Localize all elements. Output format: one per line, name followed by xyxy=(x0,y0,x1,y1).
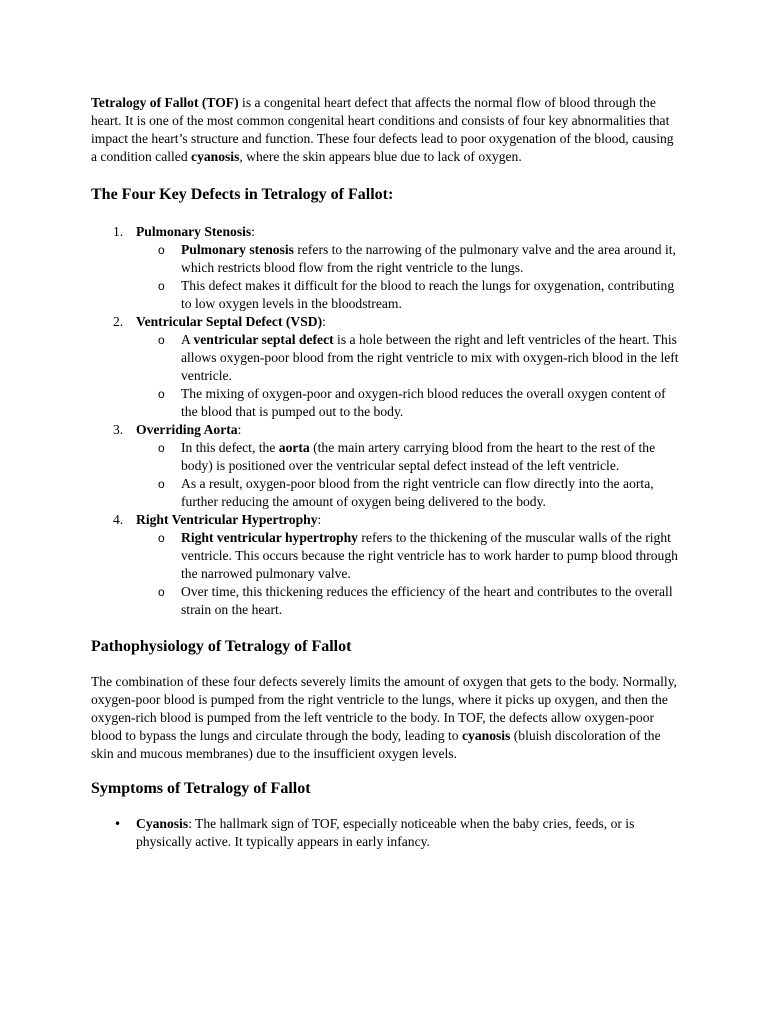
point-text-post: refers to the narrowing of the pulmonary valve and the area around it, which restricts blood flow from the right ventricle to the lungs. xyxy=(181,242,676,275)
defect-point xyxy=(136,331,681,385)
defects-heading: The Four Key Defects in Tetralogy of Fallot: xyxy=(91,186,394,203)
patho-term-cyanosis: cyanosis xyxy=(462,728,511,743)
point-text-post: refers to the thickening of the muscular walls of the right ventricle. This occurs because the right ventricle has to work harder to pump blood through the narrowed pulmonary valve. xyxy=(181,530,678,581)
defect-points xyxy=(136,241,681,313)
point-text-post: (the main artery carrying blood from the heart to the rest of the body) is positioned over the ventricular septal defect instead of the left ventricle. xyxy=(181,440,656,473)
intro-term: Tetralogy of Fallot (TOF) xyxy=(91,95,239,110)
sub-bullet-marker: o xyxy=(158,387,165,401)
defect-item xyxy=(91,421,681,511)
point-text-post: is a hole between the right and left ventricles of the heart. This allows oxygen-poor blood from the right ventricle to mix with oxygen-rich blood in the left ventricle. xyxy=(181,332,679,383)
sub-bullet-marker: o xyxy=(158,243,165,257)
symptom-text: : The hallmark sign of TOF, especially noticeable when the baby cries, feeds, or is physically active. It typically appears in early infancy. xyxy=(136,816,635,849)
defect-number: 2. xyxy=(113,314,124,329)
defect-title: Ventricular Septal Defect (VSD) xyxy=(136,314,323,329)
defect-item xyxy=(91,511,681,619)
defect-point xyxy=(136,385,681,421)
defect-colon: : xyxy=(317,512,322,527)
symptom-term: Cyanosis xyxy=(136,816,189,831)
defect-point xyxy=(136,475,681,511)
document-page xyxy=(91,94,681,851)
sub-bullet-marker: o xyxy=(158,531,165,545)
point-text-bold: aorta xyxy=(278,440,310,455)
defect-number: 1. xyxy=(113,224,124,239)
point-text-pre: A xyxy=(181,332,194,347)
sub-bullet-marker: o xyxy=(158,477,165,491)
point-text-pre: The mixing of oxygen-poor and oxygen-rich blood reduces the overall oxygen content of the blood that is pumped out to the body. xyxy=(181,386,666,419)
symptoms-heading: Symptoms of Tetralogy of Fallot xyxy=(91,780,311,797)
defect-title: Overriding Aorta xyxy=(136,422,238,437)
sub-bullet-marker: o xyxy=(158,279,165,293)
defect-item xyxy=(91,223,681,313)
defect-point xyxy=(136,583,681,619)
intro-term-cyanosis: cyanosis xyxy=(191,149,240,164)
sub-bullet-marker: o xyxy=(158,333,165,347)
defect-point xyxy=(136,439,681,475)
defect-colon: : xyxy=(251,224,255,239)
patho-text-1: The combination of these four defects severely limits the amount of oxygen that gets to the body. Normally, oxygen-poor blood is pumped from the right ventricle to the lungs, where it picks up oxygen, and then the oxygen-rich blood is pumped from the left ventricle to the body. In TOF, the defects allow oxygen-poor blood to bypass the lungs and circulate through the body, leading to xyxy=(91,674,678,743)
symptom-item xyxy=(91,815,681,851)
intro-text-2: , where the skin appears blue due to lack of oxygen. xyxy=(239,149,522,164)
bullet-marker: • xyxy=(114,817,122,831)
intro-paragraph xyxy=(91,94,681,166)
defect-point xyxy=(136,529,681,583)
defect-colon: : xyxy=(237,422,242,437)
defect-number: 4. xyxy=(113,512,124,527)
patho-text-2: (bluish discoloration of the skin and mucous membranes) due to the insufficient oxygen levels. xyxy=(91,728,661,761)
point-text-bold: Pulmonary stenosis xyxy=(181,242,294,257)
defect-title: Pulmonary Stenosis xyxy=(136,224,252,239)
point-text-pre: In this defect, the xyxy=(181,440,279,455)
defects-list xyxy=(91,223,681,619)
defect-points xyxy=(136,331,681,421)
defect-point xyxy=(136,241,681,277)
point-text-bold: Right ventricular hypertrophy xyxy=(181,530,358,545)
point-text-pre: As a result, oxygen-poor blood from the right ventricle can flow directly into the aorta, further reducing the amount of oxygen being delivered to the body. xyxy=(181,476,654,509)
sub-bullet-marker: o xyxy=(158,441,165,455)
defect-item xyxy=(91,313,681,421)
pathophysiology-paragraph xyxy=(91,673,681,763)
defect-title: Right Ventricular Hypertrophy xyxy=(136,512,318,527)
sub-bullet-marker: o xyxy=(158,585,165,599)
intro-text-1: is a congenital heart defect that affects the normal flow of blood through the heart. It is one of the most common congenital heart conditions and consists of four key abnormalities that impact the heart’s structure and function. These four defects lead to poor oxygenation of the blood, causing a condition called xyxy=(91,95,674,164)
defect-points xyxy=(136,439,681,511)
defect-points xyxy=(136,529,681,619)
defect-number: 3. xyxy=(113,422,124,437)
point-text-pre: Over time, this thickening reduces the efficiency of the heart and contributes to the overall strain on the heart. xyxy=(181,584,673,617)
defect-point xyxy=(136,277,681,313)
point-text-pre: This defect makes it difficult for the blood to reach the lungs for oxygenation, contributing to low oxygen levels in the bloodstream. xyxy=(181,278,675,311)
defect-colon: : xyxy=(322,314,326,329)
symptoms-list xyxy=(91,815,681,851)
pathophysiology-heading: Pathophysiology of Tetralogy of Fallot xyxy=(91,638,352,655)
point-text-bold: ventricular septal defect xyxy=(193,332,334,347)
